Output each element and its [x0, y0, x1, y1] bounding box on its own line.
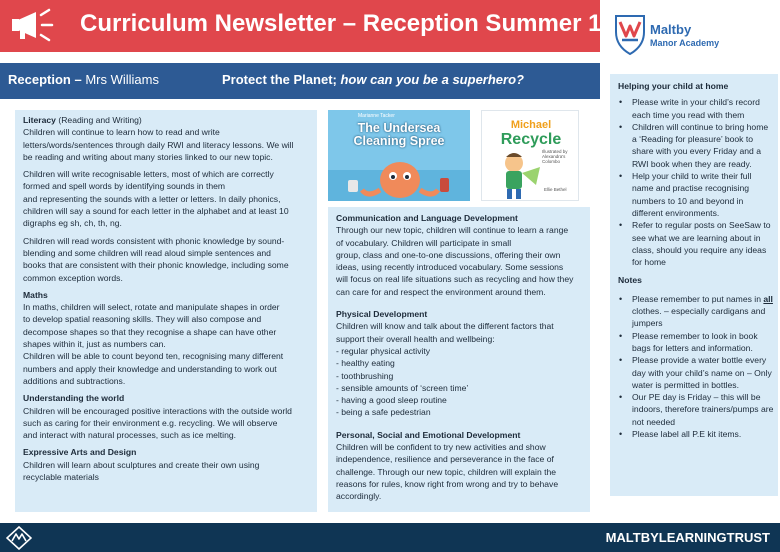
arts-paragraph [23, 459, 309, 484]
book-cover-michael-recycle [481, 110, 579, 201]
note-text: clothes. – especially cardigans and jumpers [632, 306, 766, 329]
comm-heading: Communication and Language Development [336, 213, 518, 223]
text-line: books that are consistent with their phonic knowledge, including some [23, 260, 289, 271]
list-item: • Please remember to look in book bags for letters and information. [632, 330, 774, 355]
phys-paragraph [336, 320, 582, 418]
subheader-bar [0, 63, 600, 99]
book2-illustrator: Illustrated by Alexandra's Colombo [542, 149, 568, 164]
literacy-paragraph-3 [23, 235, 309, 284]
maths-heading: Maths [23, 289, 48, 300]
footer-brand: MALTBYLEARNINGTRUST [605, 530, 770, 545]
text-line: Children will write recognisable letters, most of which are correctly [23, 169, 274, 180]
notes-list [614, 293, 774, 441]
text-line: and interact with natural processes, such as ice melting. [23, 430, 237, 441]
text-line: can care for and respect the environment around them. [336, 286, 546, 297]
book2-title-line1: Michael [510, 119, 552, 131]
pse-heading: Personal, Social and Emotional Development [336, 429, 521, 440]
text-line: formed and spell words by identifying sounds in them [23, 181, 226, 192]
pse-paragraph [336, 441, 582, 502]
megaphone-icon [4, 3, 62, 49]
text-line: blending and some children will read aloud simple sentences and [23, 247, 271, 258]
superhero-illustration-icon [486, 149, 546, 201]
text-line: group, class and one-to-one discussions, offering their own [336, 249, 561, 260]
literacy-paragraph-2 [23, 168, 309, 229]
footer-bar [0, 523, 780, 552]
topic-plain: Protect the Planet; [222, 72, 337, 87]
list-item: • Children will continue to bring home a ‘Reading for pleasure’ book to share with you every Friday and a RWI book when they are ready. [632, 121, 774, 170]
class-info [8, 72, 159, 87]
text-line: reasons for rules, know right from wrong and try to behave [336, 478, 559, 489]
literacy-subtitle: (Reading and Writing) [58, 115, 142, 125]
text-line: - healthy eating [336, 358, 395, 369]
text-line: In maths, children will select, rotate and manipulate shapes in order [23, 302, 280, 313]
book-cover-undersea [328, 110, 470, 201]
world-paragraph [23, 405, 309, 442]
text-line: children will say a sound for each letter in the alphabet and at least 10 [23, 206, 289, 217]
school-logo [608, 8, 778, 64]
text-line: numbers and apply their knowledge and understanding to work out [23, 363, 277, 374]
list-item: • Refer to regular posts on SeeSaw to see what we are learning about in class, should you require any ideas for home [632, 219, 774, 268]
text-line: Children will be encouraged positive interactions with the outside world [23, 405, 292, 416]
text-line: Children will know and talk about the different factors that [336, 321, 554, 332]
text-line: independence, resilience and perseverance in the face of [336, 454, 554, 465]
arts-heading: Expressive Arts and Design [23, 447, 137, 458]
list-item: • Help your child to write their full name and practise recognising numbers to 10 and beyond in different environments. [632, 170, 774, 219]
text-line: Children will be able to count beyond ten, recognising many different [23, 351, 284, 362]
text-line: of vocabulary. Children will participate in small [336, 237, 512, 248]
literacy-title: Literacy [23, 115, 56, 125]
text-line: support their overall health and wellbeing: [336, 333, 495, 344]
world-heading: Understanding the world [23, 393, 125, 404]
middle-curriculum-panel [328, 207, 590, 512]
text-line: and representing the sounds with a letter or letters. In daily phonics, [23, 193, 281, 204]
book1-author: Marianne Tacker [358, 113, 395, 119]
logo-name: Maltby [650, 22, 692, 37]
page-title: Curriculum Newsletter – Reception Summer 1 [80, 10, 602, 37]
text-line: Children will read words consistent with phonic knowledge by sound- [23, 235, 285, 246]
text-line: letters/words/sentences through daily RWI and literacy lessons. We will [23, 139, 294, 150]
left-curriculum-panel [15, 110, 317, 512]
list-item: • Please label all P.E kit items. [632, 428, 774, 440]
text-line: digraphs eg sh, ch, th, ng. [23, 218, 122, 229]
text-line: common exception words. [23, 272, 123, 283]
topic-title [222, 72, 524, 87]
note-text: Please remember to put names in [632, 293, 761, 304]
list-item [632, 293, 774, 330]
literacy-paragraph-1 [23, 126, 309, 163]
text-line: ideas, using recently introduced vocabulary. Some sessions [336, 262, 564, 273]
notes-heading: Notes [618, 275, 642, 286]
list-item: • Please provide a water bottle every day with your child’s name on – Only water is permitted in bottles. [632, 354, 774, 391]
help-list [614, 96, 774, 268]
text-line: - being a safe pedestrian [336, 407, 431, 418]
class-label: Reception – [8, 72, 82, 87]
text-line: - toothbrushing [336, 370, 394, 381]
text-line: will focus on real life situations such as recycling and how they [336, 274, 574, 285]
list-item: • Our PE day is Friday – this will be indoors, therefore trainers/pumps are not needed [632, 391, 774, 428]
text-line: - having a good sleep routine [336, 395, 447, 406]
book1-title: The Undersea Cleaning Spree [353, 121, 445, 148]
book2-title-line2: Recycle [500, 131, 562, 148]
text-line: additions and subtractions. [23, 375, 126, 386]
help-heading: Helping your child at home [618, 81, 729, 91]
text-line: decompose shapes so that they recognise a shape can have other [23, 326, 277, 337]
list-item: • Please write in your child’s record each time you read with them [632, 96, 774, 121]
text-line: Through our new topic, children will continue to learn a range [336, 225, 569, 236]
text-line: recyclable materials [23, 472, 99, 483]
logo-subtitle: Manor Academy [650, 38, 720, 48]
topic-question: how can you be a superhero? [340, 72, 524, 87]
text-line: challenge. Through our new topic, children will explain the [336, 466, 557, 477]
text-line: Children will continue to learn how to read and write [23, 127, 220, 138]
maths-paragraph [23, 301, 309, 387]
right-info-panel [610, 74, 778, 496]
book2-author: Ellie Bethel [544, 187, 567, 192]
phys-heading: Physical Development [336, 309, 428, 320]
trust-logo-icon [6, 526, 32, 550]
header-banner [0, 0, 600, 52]
text-line: Children will learn about sculptures and create their own using [23, 459, 260, 470]
logo-crest-icon [610, 10, 650, 56]
text-line: accordingly. [336, 491, 382, 502]
text-line: such as caring for their environment e.g. recycling. We will observe [23, 417, 278, 428]
teacher-name: Mrs Williams [85, 72, 159, 87]
text-line: be reading and writing about many stories linked to our new topic. [23, 151, 273, 162]
text-line: shapes within it, just as numbers can. [23, 339, 166, 350]
text-line: - regular physical activity [336, 345, 431, 356]
comm-paragraph [336, 224, 582, 298]
text-line: Children will be confident to try new activities and show [336, 442, 546, 453]
text-line: to develop spatial reasoning skills. They will also compose and [23, 314, 262, 325]
note-emphasis: all [763, 293, 773, 304]
text-line: - sensible amounts of ‘screen time’ [336, 382, 469, 393]
literacy-heading [23, 114, 309, 126]
